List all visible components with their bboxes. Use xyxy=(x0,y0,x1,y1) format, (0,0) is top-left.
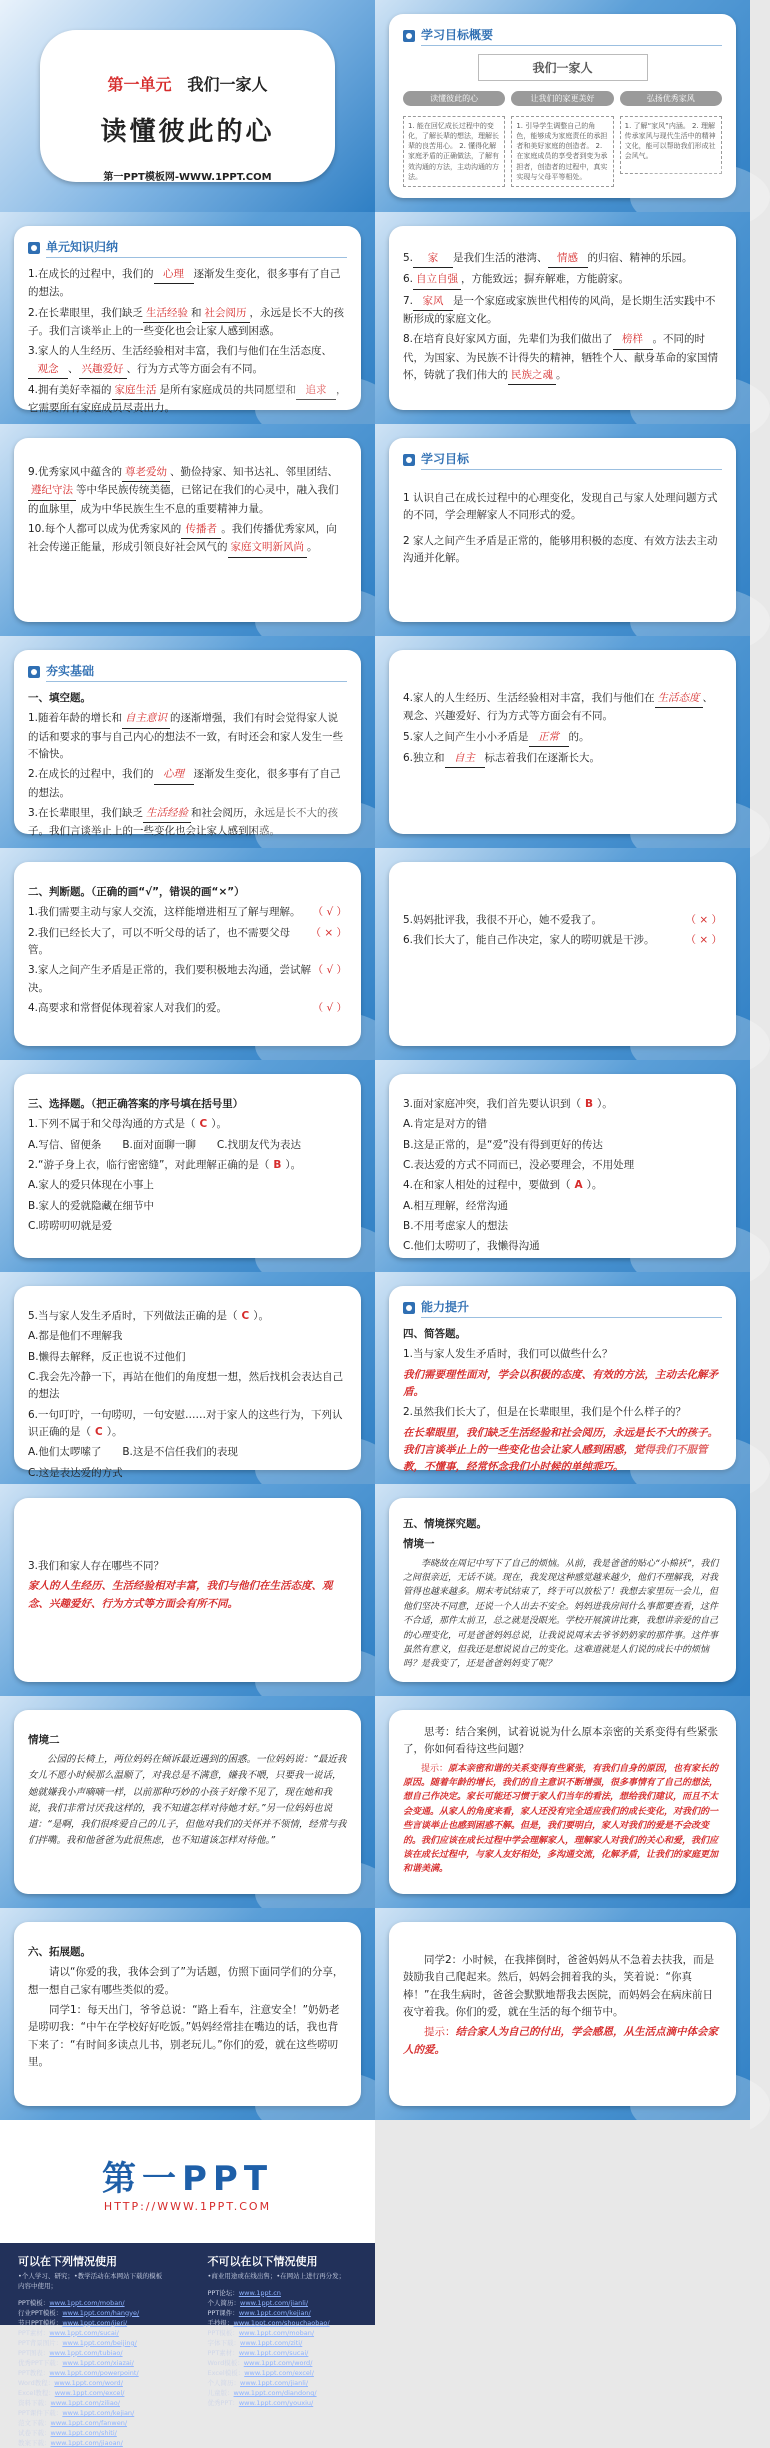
hint-label: 提示： xyxy=(424,2026,456,2038)
choice-line xyxy=(28,1328,347,1345)
resource-link[interactable]: PPT教程：www.1ppt.com/powerpoint/ xyxy=(18,2368,168,2378)
fill-text: 1.在成长的过程中，我们的 xyxy=(28,268,154,280)
fill-answer: 自主意识 xyxy=(122,710,170,728)
header-icon xyxy=(403,30,415,42)
fill-text: 8.在培育良好家风方面，先辈们为我们做出了 xyxy=(403,333,613,345)
choice-text: A.肯定是对方的错 xyxy=(403,1118,487,1130)
fill-item xyxy=(28,343,347,379)
slide-knowledge-1 xyxy=(0,212,375,424)
answer: 我们需要理性面对，学会以积极的态度、有效的方法，主动去化解矛盾。 xyxy=(403,1367,722,1402)
choice-answer: C xyxy=(91,1426,107,1438)
slide-goals xyxy=(375,424,750,636)
section-title: 三、选择题。（把正确答案的序号填在括号里） xyxy=(28,1096,347,1113)
header-icon xyxy=(28,666,40,678)
fill-answer: 生活态度 xyxy=(655,690,703,708)
fill-answer: 传播者 xyxy=(181,521,221,539)
choice-text: ）。 xyxy=(253,1310,269,1322)
slide-header: 单元知识归纳 xyxy=(46,238,347,258)
choice-line xyxy=(28,1157,347,1174)
fill-text: 3.家人的人生经历、生活经验相对丰富，我们与他们在生活态度、 xyxy=(28,345,332,357)
mindmap-column-body: 1. 能在回忆成长过程中的变化，了解长辈的想法，理解长辈的良苦用心。 2. 懂得化解家庭矛盾的正确做法，了解有效沟通的方法，主动沟通的方法。 xyxy=(403,116,505,187)
fill-text: 和社会阅历，永远是长不大的孩子。我们言谈举止上的一些变化也会让家人感到困惑。 xyxy=(28,807,338,837)
fill-text: 2.在长辈眼里，我们缺乏 xyxy=(28,307,143,319)
judge-mark: （ × ） xyxy=(686,932,722,949)
fill-item xyxy=(403,271,722,289)
judge-statement: 4.高要求和常督促体现着家人对我们的爱。 xyxy=(28,1002,227,1014)
resource-link[interactable]: 行业PPT模板：www.1ppt.com/hangye/ xyxy=(18,2308,168,2318)
fill-text: 的逐渐增强，我们有时会觉得家人说的话和要求的事与自己内心的想法不一致，有时还会和家人发生一些不愉快。 xyxy=(28,712,343,760)
choice-line xyxy=(28,1369,347,1404)
slide-scenario-2 xyxy=(0,1696,375,1908)
choice-answer: C xyxy=(196,1118,212,1130)
resource-link[interactable]: Excel模板：www.1ppt.com/excel/ xyxy=(208,2368,358,2378)
choice-line xyxy=(28,1177,347,1194)
mindmap-column-head: 弘扬优秀家风 xyxy=(620,91,722,106)
resource-link[interactable]: PPT素材：www.1ppt.com/sucai/ xyxy=(18,2328,168,2338)
question: 3.我们和家人存在哪些不同？ xyxy=(28,1558,347,1575)
fill-text: 7. xyxy=(403,295,413,307)
choice-answer: B xyxy=(581,1098,597,1110)
choice-text: ）。 xyxy=(211,1118,227,1130)
forbidden-text: •商业用途或在线出售；•在网站上进行再分发； xyxy=(208,2272,358,2282)
slide-header: 学习目标概要 xyxy=(421,26,722,46)
fill-text: 是我们生活的港湾、 xyxy=(453,252,548,264)
fill-item xyxy=(28,266,347,302)
brand-logo: 第一PPT xyxy=(102,2151,273,2200)
choice-text: 1.下列不属于和父母沟通的方式是（ xyxy=(28,1118,196,1130)
fill-text: 3.在长辈眼里，我们缺乏 xyxy=(28,807,143,819)
choice-text: ）。 xyxy=(597,1098,613,1110)
slide-row xyxy=(0,0,750,212)
fill-text: 的归宿、精神的乐园。 xyxy=(588,252,693,264)
choice-text: A.他们太啰嗦了 B.这是不信任我们的表现 xyxy=(28,1446,238,1458)
fill-answer: 自立自强 xyxy=(413,271,461,289)
judge-mark: （ × ） xyxy=(311,925,347,942)
fill-item xyxy=(28,766,347,802)
empty-cell xyxy=(375,2120,750,2325)
slide-fill-2 xyxy=(375,636,750,848)
resource-link[interactable]: 手抄报：www.1ppt.com/shouchaobao/ xyxy=(208,2318,358,2328)
slide-extend-1 xyxy=(0,1908,375,2120)
choice-line xyxy=(403,1137,722,1154)
choice-text: C.表达爱的方式不同而已，没必要理会，不用处理 xyxy=(403,1159,634,1171)
fill-item xyxy=(28,710,347,763)
choice-line xyxy=(28,1349,347,1366)
resource-link[interactable]: 字体下载：www.1ppt.com/ziti/ xyxy=(208,2338,358,2348)
judge-statement: 6.我们长大了，能自己作决定，家人的唠叨就是干涉。 xyxy=(403,934,655,946)
choice-text: C.他们太唠叨了，我懒得沟通 xyxy=(403,1240,540,1252)
fill-item xyxy=(28,305,347,341)
resource-link[interactable]: 试卷下载：www.1ppt.com/shiti/ xyxy=(18,2428,168,2438)
fill-answer: 榜样 xyxy=(613,331,653,349)
fill-answer: 自主 xyxy=(445,750,485,768)
fill-item xyxy=(403,750,722,768)
judge-item xyxy=(28,904,347,921)
header-icon xyxy=(403,454,415,466)
fill-answer: 社会阅历 xyxy=(202,305,250,323)
slide-short-answer-2 xyxy=(0,1484,375,1696)
choice-text: C.这是表达爱的方式 xyxy=(28,1467,123,1479)
example-text: 同学1：每天出门，爷爷总说：“路上看车，注意安全！”奶奶老是唠叨我：“中午在学校好好吃饭。”妈妈经常挂在嘴边的话，我也背下来了：“有时间多读点儿书，别老玩儿。”你们的爱，就在这些唠叨里。 xyxy=(28,2002,347,2071)
choice-line xyxy=(403,1198,722,1215)
resource-link[interactable]: 资料下载：www.1ppt.com/ziliao/ xyxy=(18,2398,168,2408)
fill-text: 1.随着年龄的增长和 xyxy=(28,712,122,724)
header-icon xyxy=(403,1302,415,1314)
fill-answer: 生活经验 xyxy=(143,305,191,323)
fill-text: 4.拥有美好幸福的 xyxy=(28,384,112,396)
fill-answer: 追求 xyxy=(296,382,336,400)
choice-answer: A xyxy=(571,1179,587,1191)
section-title: 一、填空题。 xyxy=(28,690,347,707)
choice-line xyxy=(28,1308,347,1325)
goal-item: 1 认识自己在成长过程中的心理变化，发现自己与家人处理问题方式的不同，学会理解家人不同形式的爱。 xyxy=(403,490,722,525)
judge-mark: （ × ） xyxy=(686,912,722,929)
choice-text: 6.一句叮咛，一句唠叨，一句安慰……对于家人的这些行为，下列认识正确的是（ xyxy=(28,1409,343,1438)
fill-answer: 尊老爱幼 xyxy=(122,464,170,482)
answer: 原本亲密和谐的关系变得有些紧张，有我们自身的原因，也有家长的原因。随着年龄的增长，我们的自主意识不断增强，很多事情有了自己的想法，想自己作决定。家长可能还习惯于家人们当年的看法，想给我们建议，而且不太会变通。从家人的角度来看，家人还没有完全适应我们的成长变化，对我们的一些言谈举止也感到困惑不解。但是，我们要明白，家人对我们的爱是不会改变的。我们应该在成长过程中学会理解家人，理解家人对我们的关心和爱，我们应该在成长过程中，与家人友好相处，多沟通交流，化解矛盾，让我们的家庭更加和谐美满。 xyxy=(403,1764,718,1875)
fill-text: ，它需要所有家庭成员尽责出力。 xyxy=(28,384,347,414)
choice-text: ）。 xyxy=(107,1426,123,1438)
section-title: 六、拓展题。 xyxy=(28,1944,347,1961)
fill-text: 标志着我们在逐渐长大。 xyxy=(485,752,601,764)
cover-site: 第一PPT模板网-WWW.1PPT.COM xyxy=(54,168,321,183)
fill-text: ，方能致远；摒弃解难，方能蔚家。 xyxy=(461,273,629,285)
slide-header: 夯实基础 xyxy=(46,662,347,682)
slide-header: 能力提升 xyxy=(421,1298,722,1318)
fill-item xyxy=(403,729,722,747)
resource-link[interactable]: PPT论坛：www.1ppt.cn xyxy=(208,2288,358,2298)
resource-link[interactable]: 个人简历：www.1ppt.com/jianli/ xyxy=(208,2298,358,2308)
fill-text: 是一个家庭或家族世代相传的风尚，是长期生活实践中不断形成的家庭文化。 xyxy=(403,295,716,325)
judge-mark: （ √ ） xyxy=(313,904,347,921)
forbidden-title: 不可以在以下情况使用 xyxy=(208,2253,358,2269)
resource-link[interactable]: 优秀PPT：www.1ppt.com/youxiu/ xyxy=(208,2398,358,2408)
header-icon xyxy=(28,242,40,254)
fill-text: 逐渐发生变化，很多事有了自己的想法。 xyxy=(28,268,341,298)
choice-text: ）。 xyxy=(285,1159,301,1171)
fill-text: 、 xyxy=(68,363,79,375)
fill-text: 10.每个人都可以成为优秀家风的 xyxy=(28,523,181,535)
section-title: 五、情境探究题。 xyxy=(403,1516,722,1533)
judge-statement: 2.我们已经长大了，可以不听父母的话了，也不需要父母管。 xyxy=(28,927,290,956)
fill-item xyxy=(28,464,347,518)
fill-answer: 观念 xyxy=(28,361,68,379)
fill-answer: 正常 xyxy=(529,729,569,747)
fill-text: 、勤俭持家、知书达礼、邻里团结、 xyxy=(170,466,338,478)
resource-link[interactable]: 范文下载：www.1ppt.com/fanwen/ xyxy=(18,2418,168,2428)
fill-answer: 兴趣爱好 xyxy=(79,361,127,379)
cover-unit: 第一单元 xyxy=(107,75,171,94)
hint-label: 提示： xyxy=(421,1764,448,1774)
choice-text: B.家人的爱就隐藏在细节中 xyxy=(28,1200,154,1212)
fill-answer: 民族之魂 xyxy=(508,367,556,385)
slide-knowledge-3 xyxy=(0,424,375,636)
fill-text: 5. xyxy=(403,252,413,264)
link-list xyxy=(18,2298,168,2448)
section-title: 四、简答题。 xyxy=(403,1326,722,1343)
choice-text: A.家人的爱只体现在小事上 xyxy=(28,1179,154,1191)
choice-line xyxy=(403,1116,722,1133)
fill-answer: 家庭生活 xyxy=(112,382,160,400)
fill-item xyxy=(403,690,722,726)
mindmap-center: 我们一家人 xyxy=(478,54,648,81)
fill-text: 4.家人的人生经历、生活经验相对丰富，我们与他们在 xyxy=(403,692,655,704)
fill-text: ，永远是长不大的孩子。我们言谈举止上的一些变化也会让家人感到困惑。 xyxy=(28,307,344,337)
choice-text: A.都是他们不理解我 xyxy=(28,1330,122,1342)
cover-unit-title: 我们一家人 xyxy=(188,75,268,94)
choice-line xyxy=(403,1096,722,1113)
fill-text: 2.在成长的过程中，我们的 xyxy=(28,768,154,780)
slide-choice-2 xyxy=(375,1060,750,1272)
answer: 家人的人生经历、生活经验相对丰富，我们与他们在生活态度、观念、兴趣爱好、行为方式等方面会有所不同。 xyxy=(28,1578,347,1613)
fill-text: 6.独立和 xyxy=(403,752,445,764)
judge-mark: （ √ ） xyxy=(313,962,347,979)
fill-text: 、行为方式等方面会有不同。 xyxy=(127,363,264,375)
resource-link[interactable]: PPT图表：www.1ppt.com/tubiao/ xyxy=(18,2348,168,2358)
scenario-label: 情境一 xyxy=(403,1536,722,1553)
judge-mark: （ √ ） xyxy=(313,1000,347,1017)
choice-line xyxy=(28,1137,347,1154)
judge-item xyxy=(403,932,722,949)
judge-item xyxy=(403,912,722,929)
fill-item xyxy=(403,250,722,268)
choice-line xyxy=(403,1157,722,1174)
slide-think xyxy=(375,1696,750,1908)
resource-link[interactable]: 优秀PPT下载：www.1ppt.com/xiazai/ xyxy=(18,2358,168,2368)
resource-link[interactable]: Word教程：www.1ppt.com/word/ xyxy=(18,2378,168,2388)
answer: 在长辈眼里，我们缺乏生活经验和社会阅历，永远是长不大的孩子。我们言谈举止上的一些变化也会让家人感到困惑，觉得我们不服管教，不懂事，经常怀念我们小时候的单纯乖巧。 xyxy=(403,1425,722,1477)
fill-answer: 情感 xyxy=(548,250,588,268)
slide-header: 学习目标 xyxy=(421,450,722,470)
fill-text: 。我们传播优秀家风，向社会传递正能量，形成引领良好社会风气的 xyxy=(28,523,337,553)
choice-line xyxy=(28,1116,347,1133)
choice-text: B.懒得去解释，反正也说不过他们 xyxy=(28,1351,186,1363)
slide-extend-2 xyxy=(375,1908,750,2120)
allowed-text: •个人学习、研究；•教学活动在本网站下载的模板内容中使用； xyxy=(18,2272,168,2292)
resource-link[interactable]: 儿童版：www.1ppt.com/diandong/ xyxy=(208,2388,358,2398)
fill-answer: 家风 xyxy=(413,293,453,311)
resource-link[interactable]: 节日PPT模板：www.1ppt.com/jieri/ xyxy=(18,2318,168,2328)
fill-answer: 家庭文明新风尚 xyxy=(228,539,308,557)
fill-answer: 心理 xyxy=(154,766,194,784)
fill-answer: 生活经验 xyxy=(143,805,191,823)
scenario-label: 情境二 xyxy=(28,1732,347,1749)
mindmap-column xyxy=(403,91,505,187)
brand-url: HTTP://WWW.1PPT.COM xyxy=(104,2200,271,2213)
choice-answer: B xyxy=(269,1159,285,1171)
question: 思考：结合案例，试着说说为什么原本亲密的关系变得有些紧张了，你如何看待这些问题？ xyxy=(403,1724,722,1759)
choice-text: B.不用考虑家人的想法 xyxy=(403,1220,508,1232)
allowed-title: 可以在下列情况使用 xyxy=(18,2253,168,2269)
fill-text: 6. xyxy=(403,273,413,285)
slide-knowledge-2 xyxy=(375,212,750,424)
scenario-text: 公园的长椅上，两位妈妈在倾诉最近遇到的困惑。一位妈妈说：“最近我女儿不愿小时候那么温顺了，对我总是不满意，嫌我不喂，只要我一说话，她就嫌我小声嘀嘀一样，以前那种巧妙的小孩子好像不见了，现在她和我说，我们非常讨厌我这样的，我不知道怎样对待她才好。”另一位妈妈也说道：“是啊，我们很疼爱自己的儿子，但他对我们的关怀并不领情，经常与我们拌嘴。我和他爸爸为此很焦虑，也不知道该怎样对待他。” xyxy=(28,1752,347,1849)
resource-link[interactable]: Word模板：www.1ppt.com/word/ xyxy=(208,2358,358,2368)
fill-answer: 遵纪守法 xyxy=(28,482,76,500)
fill-text: 的。 xyxy=(569,731,590,743)
fill-item xyxy=(28,521,347,558)
fill-text: 和 xyxy=(191,307,202,319)
choice-text: A.写信、留便条 B.面对面聊一聊 C.找朋友代为表达 xyxy=(28,1139,301,1151)
resource-link[interactable]: 教案下载：www.1ppt.com/jiaoan/ xyxy=(18,2438,168,2448)
scenario-text: 李晓故在周记中写下了自己的烦恼。从前，我是爸爸的贴心“小棉袄”，我们之间很亲近，无话不谈。现在，我发现这种感觉越来越少，他们不理解我，对我管得也越来越多。期末考试结束了，终于可以放松了！我想去家里玩一会儿，但他们坚决不同意，还说一个人出去不安全。妈妈进我房间什么事都要查看，这件不合适，那件太前卫，总之就是没眼光。学校开展演讲比赛，我想讲亲爱的自己的心理变化，可是爸爸妈妈总说，让我说说周末去爷爷奶奶家的那件事。这件事虽然有意义，但我还是想说说自己的变化。这难道就是人们说的成长中的烦恼吗？是我变了，还是爸爸妈妈变了呢？ xyxy=(403,1557,722,1672)
slide-end xyxy=(0,2120,375,2325)
question: 2.虽然我们长大了，但是在长辈眼里，我们是个什么样子的？ xyxy=(403,1404,722,1421)
resource-link[interactable]: PPT课件下载：www.1ppt.com/kejian/ xyxy=(18,2408,168,2418)
answer: 结合家人为自己的付出，学会感恩，从生活点滴中体会家人的爱。 xyxy=(403,2026,718,2055)
judge-statement: 1.我们需要主动与家人交流，这样能增进相互了解与理解。 xyxy=(28,906,301,918)
prompt-text: 请以“你爱的我，我体会到了”为话题，仿照下面同学们的分享，想一想自己家有哪些类似的爱。 xyxy=(28,1964,347,1999)
slide-short-answer xyxy=(375,1272,750,1484)
slide-scenario-1 xyxy=(375,1484,750,1696)
resource-link[interactable]: PPT模板：www.1ppt.com/moban/ xyxy=(18,2298,168,2308)
slide-choice-3 xyxy=(0,1272,375,1484)
fill-text: 等中华民族传统美德，已铭记在我们的心灵中，融入我们的血脉里，成为中华民族生生不息的重要精神力量。 xyxy=(28,484,339,514)
slide-judge-1 xyxy=(0,848,375,1060)
resource-link[interactable]: PPT模板：www.1ppt.com/moban/ xyxy=(208,2328,358,2338)
mindmap-column xyxy=(511,91,613,187)
choice-line xyxy=(28,1198,347,1215)
slide-fill-1 xyxy=(0,636,375,848)
slide-cover xyxy=(0,0,375,212)
resource-link[interactable]: 个人简历：www.1ppt.com/jianli/ xyxy=(208,2378,358,2388)
choice-text: 2.“游子身上衣，临行密密缝”，对此理解正确的是（ xyxy=(28,1159,269,1171)
cover-title-block xyxy=(54,72,321,183)
mindmap-column-body: 1. 引导学生调整自己的角色，能够成为家庭责任的承担者和美好家庭的创造者。 2. 在家庭成员的享受者到变为承担者，创造者的过程中，真实实现与父母平等相处。 xyxy=(511,116,613,187)
judge-item xyxy=(28,962,347,997)
resource-link[interactable]: PPT素材：www.1ppt.com/sucai/ xyxy=(208,2348,358,2358)
fill-text: 逐渐发生变化，很多事有了自己的想法。 xyxy=(28,768,341,798)
fill-text: 。 xyxy=(556,369,567,381)
resource-link[interactable]: PPT背景图片：www.1ppt.com/beijing/ xyxy=(18,2338,168,2348)
choice-answer: C xyxy=(238,1310,254,1322)
section-title: 二、判断题。（正确的画“√”，错误的画“×”） xyxy=(28,884,347,901)
choice-text: A.相互理解，经常沟通 xyxy=(403,1200,508,1212)
choice-line xyxy=(403,1177,722,1194)
goal-item: 2 家人之间产生矛盾是正常的，能够用积极的态度、有效方法去主动沟通并化解。 xyxy=(403,533,722,568)
cover-title: 读懂彼此的心 xyxy=(54,111,321,148)
fill-item xyxy=(403,293,722,329)
fill-text: 9.优秀家风中蕴含的 xyxy=(28,466,122,478)
question: 1.当与家人发生矛盾时，我们可以做些什么？ xyxy=(403,1346,722,1363)
resource-link[interactable]: PPT课件：www.1ppt.com/kejian/ xyxy=(208,2308,358,2318)
judge-item xyxy=(28,925,347,960)
judge-statement: 5.妈妈批评我，我很不开心，她不爱我了。 xyxy=(403,914,602,926)
fill-text: 5.家人之间产生小小矛盾是 xyxy=(403,731,529,743)
fill-text: 是所有家庭成员的共同愿望和 xyxy=(160,384,297,396)
choice-text: 3.面对家庭冲突，我们首先要认识到（ xyxy=(403,1098,581,1110)
choice-text: ）。 xyxy=(587,1179,603,1191)
fill-answer: 心理 xyxy=(154,266,194,284)
fill-text: 。 xyxy=(307,541,318,553)
mindmap-column-body: 1. 了解“家风”内涵。 2. 理解传承家风与现代生活中的精神文化，能可以帮助我们形成社会风气。 xyxy=(620,116,722,174)
fill-text: 。不同的时代，为国家、为民族不计得失的精神，牺牲个人、献身革命的家国情怀，铸就了我们伟大的 xyxy=(403,333,718,381)
mindmap-column-head: 读懂彼此的心 xyxy=(403,91,505,106)
fill-answer: 家 xyxy=(413,250,453,268)
link-list xyxy=(208,2288,358,2409)
resource-link[interactable]: Excel教程：www.1ppt.com/excel/ xyxy=(18,2388,168,2398)
choice-text: 4.在和家人相处的过程中，要做到（ xyxy=(403,1179,571,1191)
choice-text: B.这是正常的，是“爱”没有得到更好的传达 xyxy=(403,1139,603,1151)
choice-text: 5.当与家人发生矛盾时，下列做法正确的是（ xyxy=(28,1310,238,1322)
choice-text: C.唠唠叨叨就是爱 xyxy=(28,1220,112,1232)
judge-statement: 3.家人之间产生矛盾是正常的，我们要积极地去沟通，尝试解决。 xyxy=(28,964,311,993)
fill-text: 、观念、兴趣爱好、行为方式等方面会有不同。 xyxy=(403,692,713,722)
slide-judge-2 xyxy=(375,848,750,1060)
example-text: 同学2：小时候，在我摔倒时，爸爸妈妈从不急着去扶我，而是鼓励我自己爬起来。然后，妈妈会拥着我的头，笑着说：“你真棒！”在我生病时，爸爸会默默地帮我去医院，而妈妈会在病床前日夜守着我。你们的爱，就在生活的每个细节中。 xyxy=(403,1952,722,2021)
slide-choice-1 xyxy=(0,1060,375,1272)
slide-overview xyxy=(375,0,750,212)
mindmap-column-head: 让我们的家更美好 xyxy=(511,91,613,106)
choice-text: C.我会先冷静一下，再站在他们的角度想一想，然后找机会表达自己的想法 xyxy=(28,1371,343,1400)
